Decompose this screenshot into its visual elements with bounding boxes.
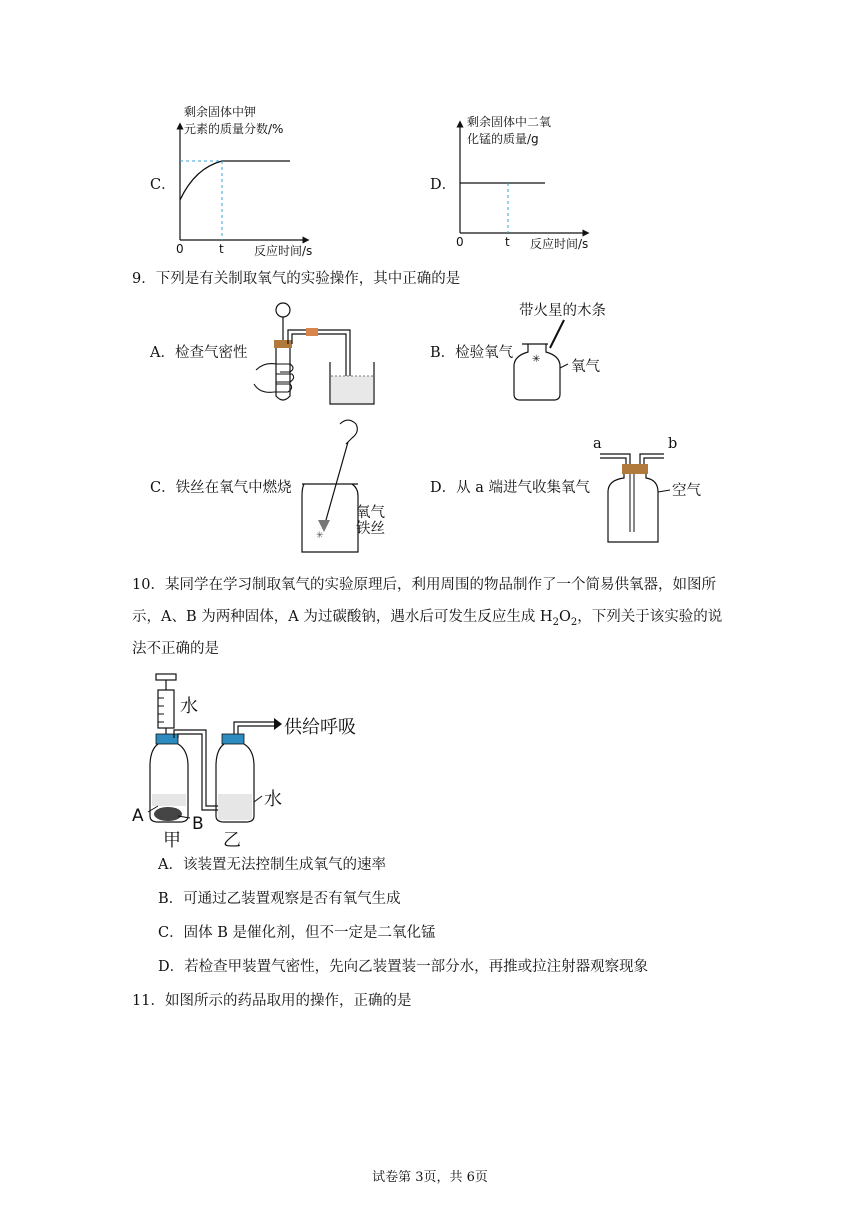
- q10-fig-label-jia: 甲: [163, 830, 181, 851]
- q10-option-a: A．该装置无法控制生成氧气的速率: [158, 857, 386, 873]
- q10-fig-label-a: A: [132, 806, 144, 826]
- graph-d-origin: 0: [456, 235, 464, 249]
- q9-b-label-splint: 带火星的木条: [519, 303, 606, 319]
- graph-d-option-label: D．: [430, 177, 457, 193]
- graph-d-ylabel-line1: 剩余固体中二氧: [467, 115, 552, 129]
- q9-d-label-air: 空气: [672, 483, 701, 499]
- q10-option-d: D．若检查甲装置气密性，先向乙装置装一部分水，再推或拉注射器观察现象: [158, 959, 649, 975]
- graph-d-t-tick: t: [505, 235, 510, 249]
- q9-d-collection-bottle-figure: [600, 448, 680, 544]
- graph-c-ylabel-line2: 元素的质量分数/%: [184, 122, 284, 136]
- svg-text:✳: ✳: [316, 531, 324, 541]
- page-footer: 试卷第 3页，共 6页: [372, 1170, 488, 1185]
- q10-fig-label-yi: 乙: [223, 830, 241, 851]
- graph-d-ylabel-line2: 化锰的质量/g: [467, 132, 539, 146]
- q9-d-port-b: b: [668, 436, 678, 452]
- q9-option-b: B．检验氧气: [430, 345, 514, 361]
- q9-d-port-a: a: [593, 436, 602, 452]
- q9-c-label-iron: 铁丝: [356, 521, 385, 537]
- graph-c-option-label: C．: [150, 177, 176, 193]
- graph-c-curve: [180, 161, 290, 200]
- q9-option-d: D．从 a 端进气收集氧气: [430, 480, 590, 496]
- graph-c-origin: 0: [176, 242, 184, 256]
- q10-stem-line3: 法不正确的是: [132, 641, 219, 657]
- q10-fig-label-water-syringe: 水: [180, 696, 198, 717]
- q9-option-c: C．铁丝在氧气中燃烧: [150, 480, 292, 496]
- q9-b-oxygen-test-figure: [510, 318, 580, 402]
- q9-b-label-oxygen: 氧气: [571, 359, 600, 375]
- q10-oxygen-supplier-figure: [128, 666, 418, 848]
- q10-option-b: B．可通过乙装置观察是否有氧气生成: [158, 891, 401, 907]
- graph-d-xlabel: 反应时间/s: [530, 237, 589, 251]
- q10-fig-label-water-right: 水: [264, 789, 282, 810]
- q10-stem-line1: 10．某同学在学习制取氧气的实验原理后，利用周围的物品制作了一个简易供氧器，如图所: [132, 577, 716, 593]
- q9-a-airtight-check-figure: [250, 300, 380, 410]
- graph-c-plot: [170, 120, 310, 248]
- graph-c-ylabel-line1: 剩余固体中钾: [184, 105, 257, 119]
- q10-fig-label-b: B: [192, 814, 204, 834]
- graph-c-t-tick: t: [219, 242, 224, 256]
- q10-stem-line2: 示，A、B 为两种固体，A 为过碳酸钠，遇水后可发生反应生成 $H_2O_2$，下列关于该实验的说: [132, 609, 723, 628]
- q9-stem: 9．下列是有关制取氧气的实验操作，其中正确的是: [132, 271, 461, 287]
- q9-option-a: A．检查气密性: [150, 345, 248, 361]
- svg-text:✳: ✳: [532, 354, 541, 365]
- graph-d-plot: [450, 120, 590, 238]
- q10-fig-label-supply: 供给呼吸: [284, 717, 356, 738]
- graph-c-xlabel: 反应时间/s: [254, 244, 313, 258]
- q9-c-label-oxygen: 氧气: [356, 505, 385, 521]
- q10-option-c: C．固体 B 是催化剂，但不一定是二氧化锰: [158, 925, 436, 941]
- q11-stem: 11．如图所示的药品取用的操作，正确的是: [132, 993, 412, 1009]
